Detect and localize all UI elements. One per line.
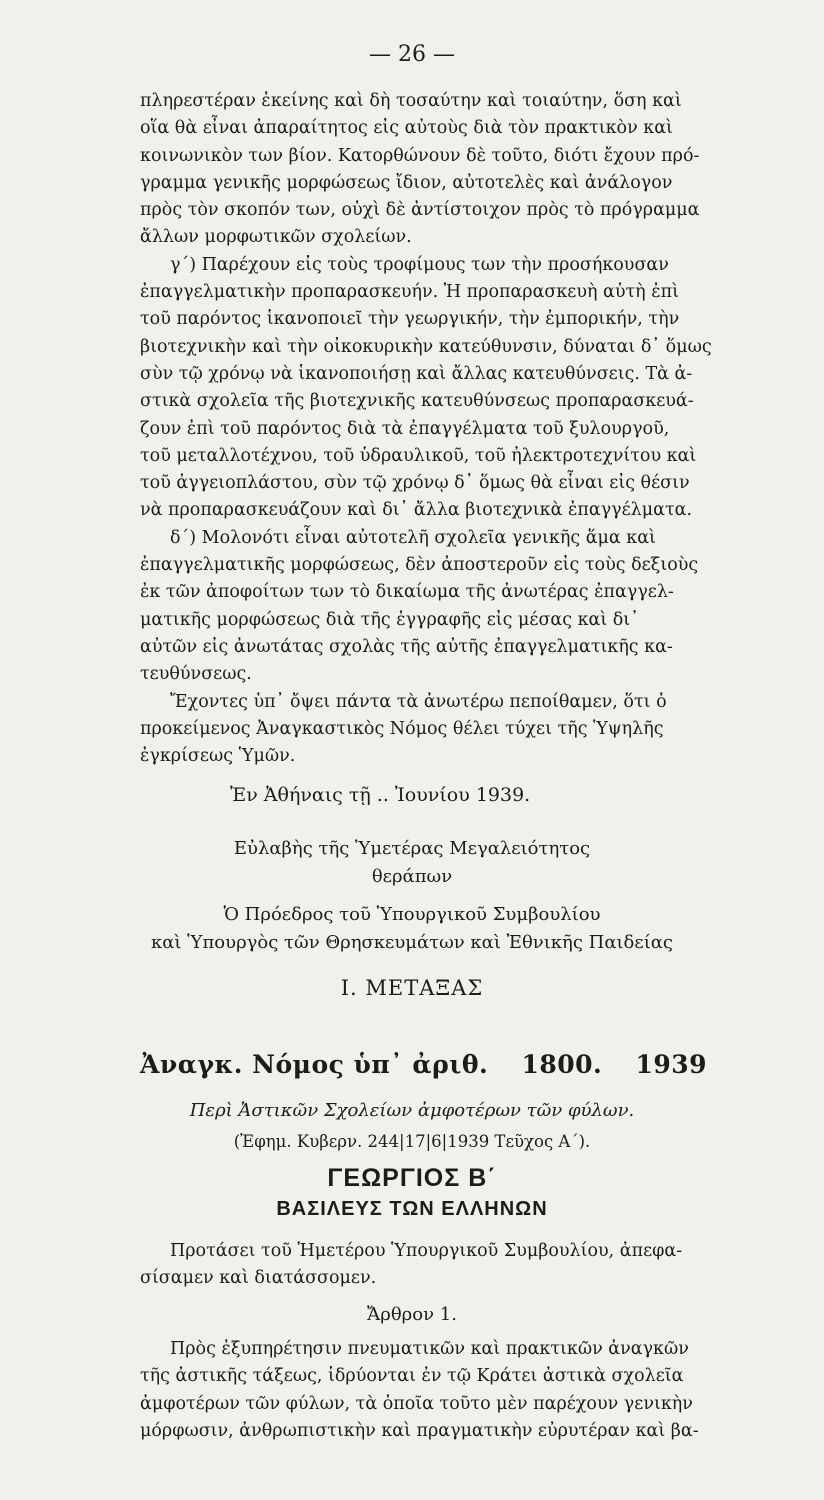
text-line: στικὰ σχολεῖα τῆς βιοτεχνικῆς κατευθύνσεως προπαρασκευά- [140, 391, 694, 412]
article-heading: Ἄρθρον 1. [367, 1304, 457, 1325]
king-name: ΓΕΩΡΓΙΟΣ Β΄ [327, 1164, 497, 1192]
text-line: ἐπαγγελματικῆς μορφώσεως, δὲν ἀποστεροῦν εἰς τοὺς δεξιοὺς [140, 555, 699, 576]
text-line: κοινωνικὸν των βίον. Κατορθώνουν δὲ τοῦτο, διότι ἔχουν πρό- [140, 145, 700, 166]
text-block-article-1 [140, 1336, 768, 1445]
closing-servant: θεράπων [371, 866, 453, 887]
page-number: — 26 — [369, 42, 455, 67]
signatory-title-2: καὶ Ὑπουργὸς τῶν Θρησκευμάτων καὶ Ἐθνικῆς Παιδείας [150, 932, 674, 953]
text-line: προκείμενος Ἀναγκαστικὸς Νόμος θέλει τύχει τῆς Ὑψηλῆς [140, 718, 664, 739]
text-line: τευθύνσεως. [140, 664, 252, 685]
law-subject: Περὶ Ἀστικῶν Σχολείων ἀμφοτέρων τῶν φύλων. [189, 1100, 635, 1121]
text-line: νὰ προπαρασκευάζουν καὶ δι᾽ ἄλλα βιοτεχνικὰ ἐπαγγέλματα. [140, 500, 693, 521]
text-line: τοῦ μεταλλοτέχνου, τοῦ ὑδραυλικοῦ, τοῦ ἠλεκτροτεχνίτου καὶ [140, 445, 697, 466]
text-line: Πρὸς ἐξυπηρέτησιν πνευματικῶν καὶ πρακτικῶν ἀναγκῶν [170, 1339, 689, 1359]
text-line: δ΄) Μολονότι εἶναι αὐτοτελῆ σχολεῖα γενικῆς ἅμα καὶ [170, 527, 656, 548]
text-line: βιοτεχνικὴν καὶ τὴν οἰκοκυρικὴν κατεύθυνσιν, δύναται δ᾽ ὅμως [140, 336, 712, 357]
text-line: γραμμα γενικῆς μορφώσεως ἴδιον, αὐτοτελὲς καὶ ἀνάλογον [140, 172, 673, 193]
gazette-reference: (Ἐφημ. Κυβερν. 244|17|6|1939 Τεῦχος Α΄). [233, 1132, 591, 1151]
text-line: πρὸς τὸν σκοπόν των, οὐχὶ δὲ ἀντίστοιχον πρὸς τὸ πρόγραμμα [140, 200, 700, 221]
text-line: γ΄) Παρέχουν εἰς τοὺς τροφίμους των τὴν προσήκουσαν [170, 254, 669, 275]
text-line: οἵα θὰ εἶναι ἀπαραίτητος εἰς αὐτοὺς διὰ τὸν πρακτικὸν καὶ [140, 118, 673, 139]
signature-name: Ι. ΜΕΤΑΞΑΣ [340, 976, 484, 1000]
text-line: ἀμφοτέρων τῶν φύλων, τὰ ὁποῖα τοῦτο μὲν παρέχουν γενικὴν [140, 1393, 693, 1414]
closing-salutation: Εὐλαβὴς τῆς Ὑμετέρας Μεγαλειότητος [233, 838, 591, 859]
law-year: 1939 [635, 1050, 708, 1079]
text-line: τῆς ἀστικῆς τάξεως, ἱδρύονται ἐν τῷ Κράτει ἀστικὰ σχολεῖα [140, 1366, 684, 1387]
signatory-title: Ὁ Πρόεδρος τοῦ Ὑπουργικοῦ Συμβουλίου [223, 904, 601, 925]
text-line: σὺν τῷ χρόνῳ νὰ ἱκανοποιήσῃ καὶ ἄλλας κατευθύνσεις. Τὰ ἀ- [140, 363, 693, 384]
text-line: τοῦ ἀγγειοπλάστου, σὺν τῷ χρόνῳ δ᾽ ὅμως θὰ εἶναι εἰς θέσιν [140, 473, 690, 494]
date-line: Ἐν Ἀθήναις τῇ .. Ἰουνίου 1939. [230, 784, 531, 806]
text-line: ἄλλων μορφωτικῶν σχολείων. [140, 227, 412, 248]
text-line: ἐκ τῶν ἀποφοίτων των τὸ δικαίωμα τῆς ἀνωτέρας ἐπαγγελ- [140, 582, 674, 603]
text-line: ἐγκρίσεως Ὑμῶν. [140, 746, 296, 767]
text-block-decree [140, 1238, 768, 1293]
law-title-text: Ἀναγκ. Νόμος ὑπ᾽ ἀριθ. [140, 1050, 489, 1079]
text-line: τοῦ παρόντος ἱκανοποιεῖ τὴν γεωργικήν, τὴν ἐμπορικήν, τὴν [140, 309, 680, 330]
text-line: αὐτῶν εἰς ἀνωτάτας σχολὰς τῆς αὐτῆς ἐπαγγελματικῆς κα- [140, 636, 673, 657]
text-line: μόρφωσιν, ἀνθρωπιστικὴν καὶ πραγματικὴν εὐρυτέραν καὶ βα- [140, 1420, 699, 1441]
law-title [140, 1050, 768, 1079]
text-line: ζουν ἐπὶ τοῦ παρόντος διὰ τὰ ἐπαγγέλματα τοῦ ξυλουργοῦ, [140, 418, 670, 439]
text-block-upper [140, 88, 768, 770]
text-line: πληρεστέραν ἐκείνης καὶ δὴ τοσαύτην καὶ τοιαύτην, ὅση καὶ [140, 91, 682, 111]
law-number: 1800. [521, 1050, 603, 1079]
text-line: ματικῆς μορφώσεως διὰ τῆς ἐγγραφῆς εἰς μέσας καὶ δι᾽ [140, 609, 639, 630]
text-line: ἐπαγγελματικὴν προπαρασκευήν. Ἡ προπαρασκευὴ αὐτὴ ἐπὶ [140, 282, 679, 303]
text-line: σίσαμεν καὶ διατάσσομεν. [140, 1268, 377, 1289]
text-line: Προτάσει τοῦ Ἡμετέρου Ὑπουργικοῦ Συμβουλίου, ἀπεφα- [170, 1241, 683, 1261]
text-line: Ἔχοντες ὑπ᾽ ὄψει πάντα τὰ ἀνωτέρω πεποίθαμεν, ὅτι ὁ [170, 691, 667, 712]
king-title: ΒΑΣΙΛΕΥΣ ΤΩΝ ΕΛΛΗΝΩΝ [276, 1198, 548, 1220]
